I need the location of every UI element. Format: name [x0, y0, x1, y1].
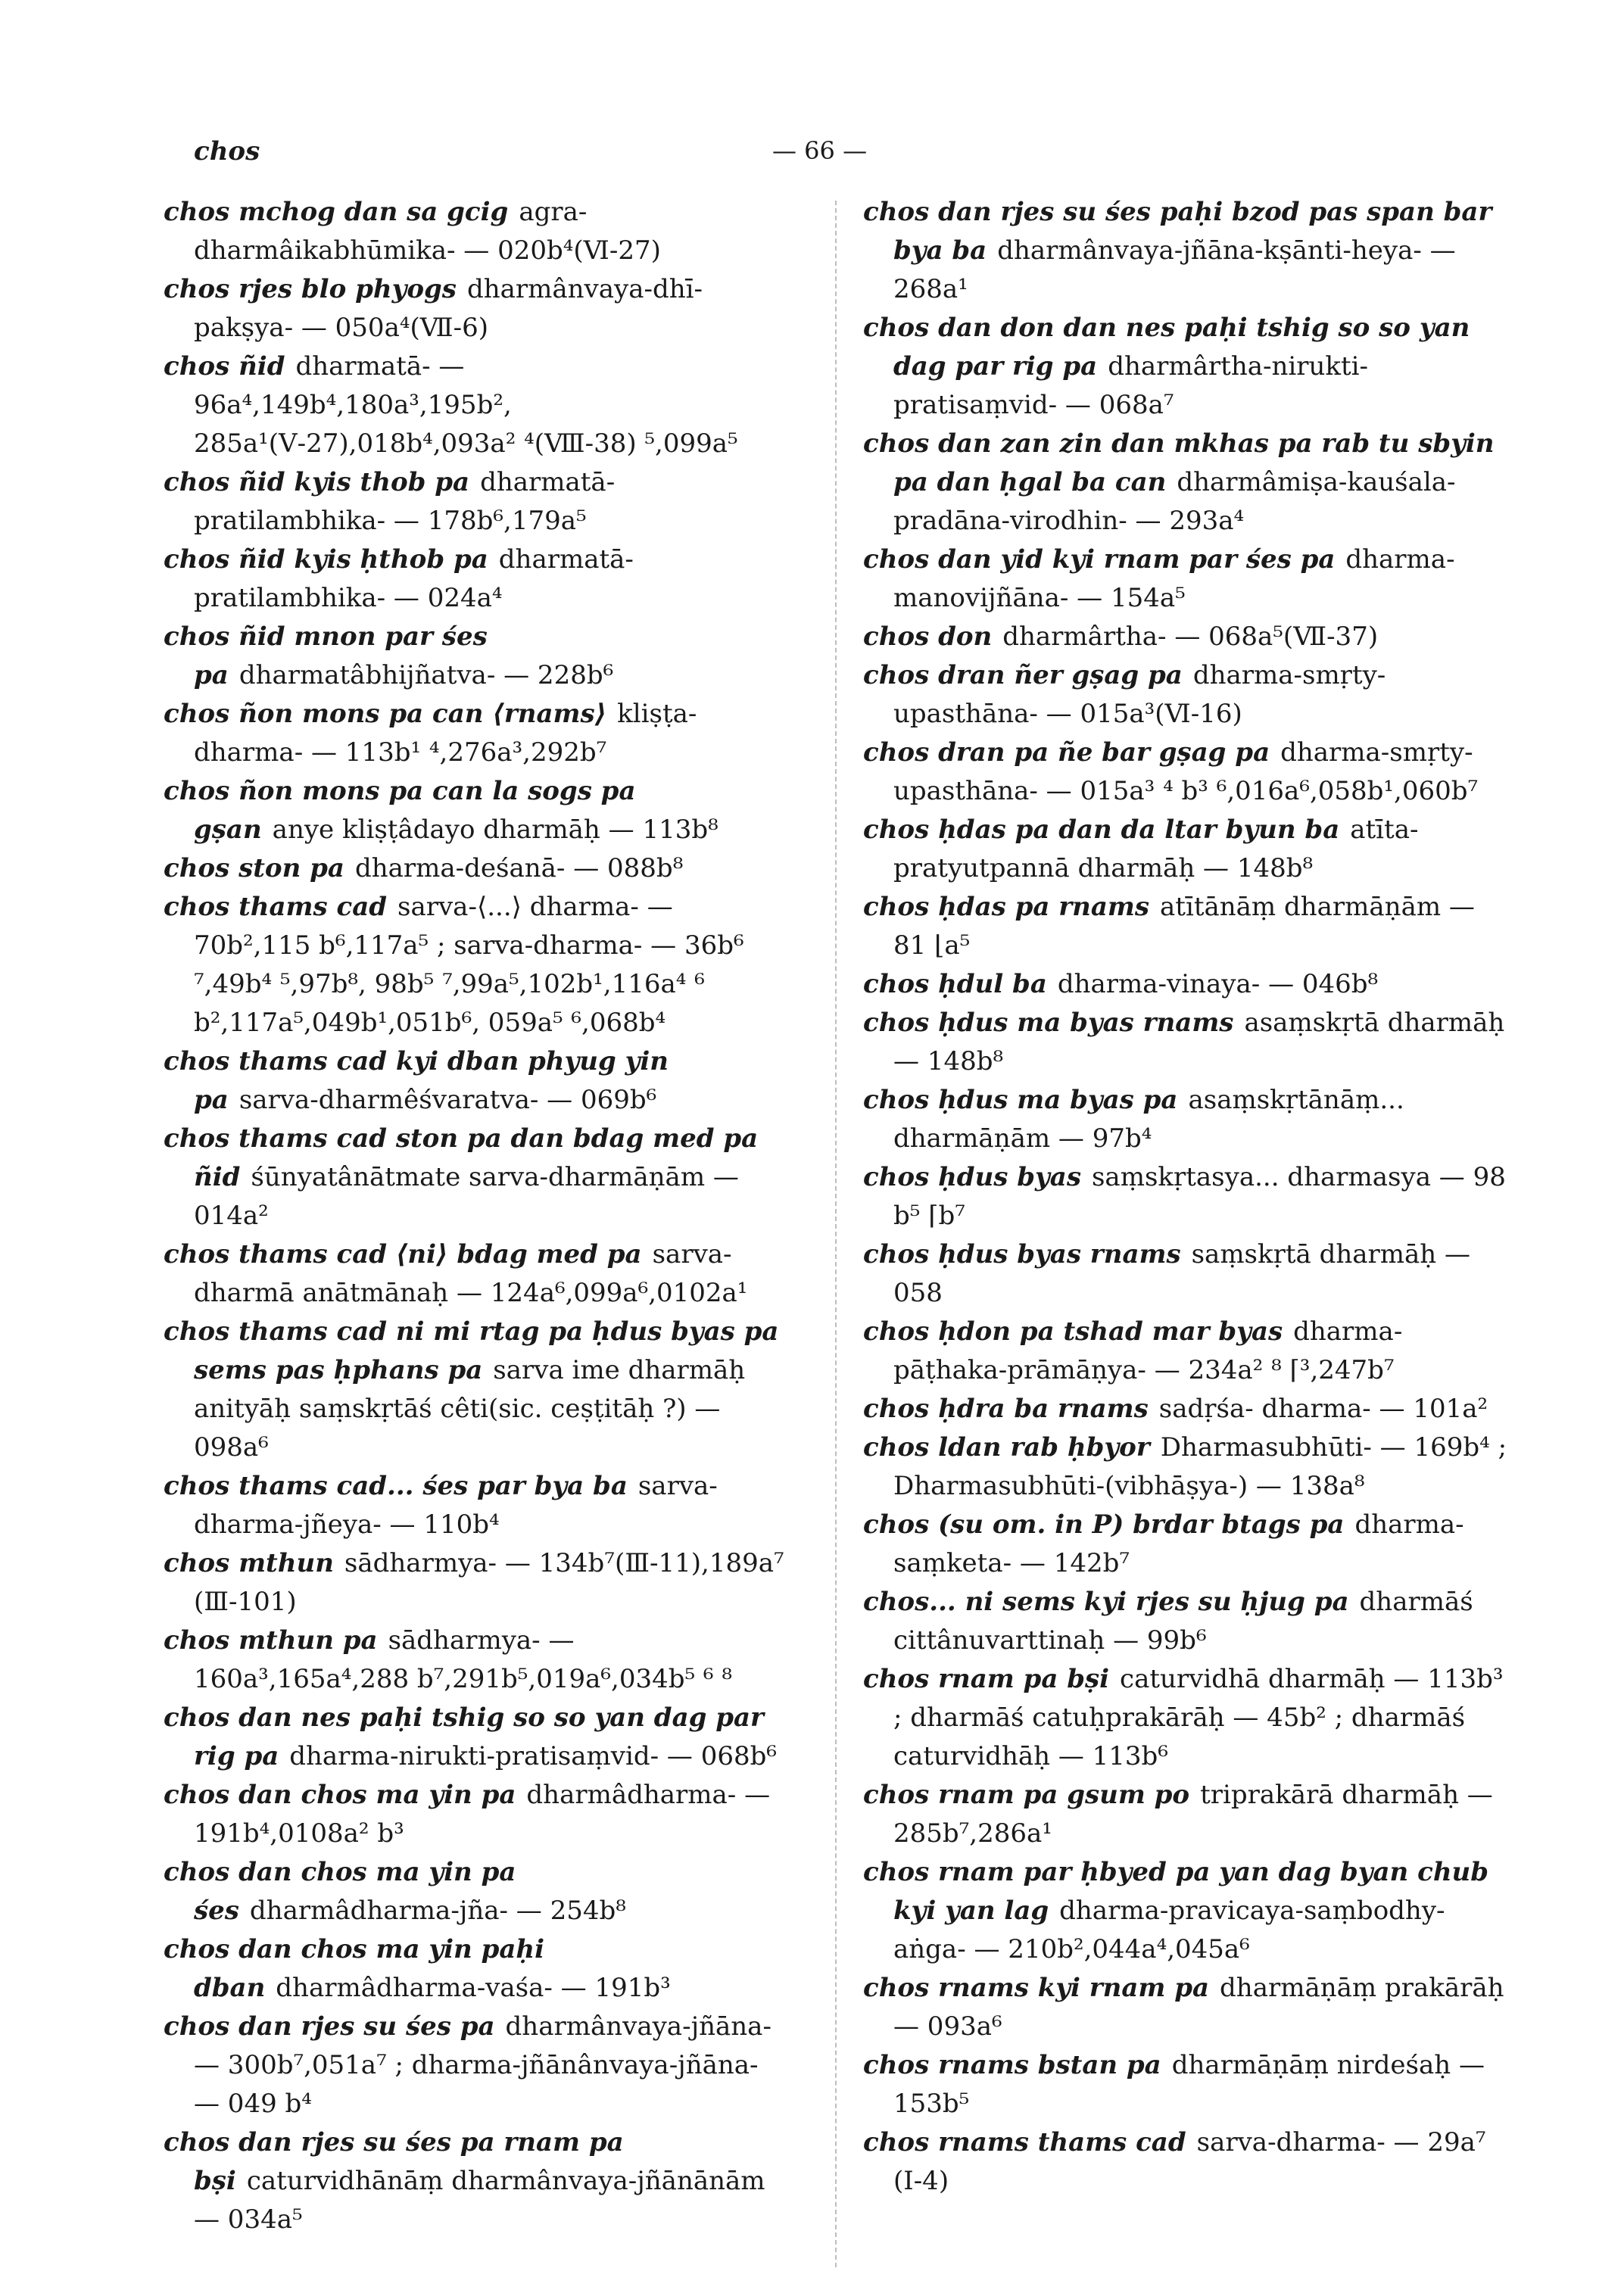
tibetan-headword: chos ñid [164, 351, 285, 382]
dictionary-entry [164, 2008, 784, 2123]
dictionary-entry [164, 347, 784, 463]
sanskrit-equivalent: śūnyatânātmate sarva-dharmāṇām — 014a² [194, 1162, 739, 1231]
dictionary-entry [164, 1313, 784, 1467]
dictionary-entry [164, 1467, 784, 1544]
page-number: — 66 — [772, 136, 868, 165]
sanskrit-equivalent: saṃskṛtasya... dharmasya — 98 b⁵ ⌈b⁷ [893, 1162, 1506, 1231]
dictionary-entry [863, 1583, 1514, 1660]
dictionary-entry [863, 1313, 1514, 1390]
tibetan-headword: chos thams cad ⟨ni⟩ bdag med pa [164, 1239, 642, 1270]
dictionary-entry [863, 1235, 1514, 1313]
sanskrit-equivalent: dharmâdharma- — 191b⁴,0108a² b³ [194, 1780, 771, 1849]
tibetan-headword: chos ḥdas pa dan da ltar byun ba [863, 815, 1340, 845]
tibetan-headword: chos dan yid kyi rnam par śes pa [863, 544, 1336, 575]
dictionary-entry [164, 1622, 784, 1699]
sanskrit-equivalent: dharmânvaya-jñāna- — 300b⁷,051a⁷ ; dharma-jñānânvaya-jñāna- — 049 b⁴ [194, 2011, 771, 2119]
tibetan-headword: chos ḥdus ma byas rnams [863, 1008, 1234, 1038]
dictionary-entry [863, 888, 1514, 965]
tibetan-headword: chos dan chos ma yin paḥi dban [164, 1934, 545, 2003]
dictionary-entry [164, 2123, 784, 2239]
sanskrit-equivalent: atītānāṃ dharmāṇām — 81 ⌊a⁵ [893, 892, 1475, 961]
sanskrit-equivalent: sarva-dharmā anātmānaḥ — 124a⁶,099a⁶,0102a¹ [194, 1239, 748, 1308]
tibetan-headword: chos dan chos ma yin pa [164, 1780, 516, 1810]
dictionary-entry [863, 2046, 1514, 2123]
dictionary-entry [164, 1042, 784, 1120]
dictionary-entry [863, 965, 1514, 1004]
column-divider [835, 201, 837, 2267]
sanskrit-equivalent: dharmâdharma-vaśa- — 191b³ [276, 1973, 671, 2003]
tibetan-headword: chos thams cad ston pa dan bdag med pa ñid [164, 1123, 759, 1192]
dictionary-entry [164, 1699, 784, 1776]
dictionary-entry [863, 193, 1514, 309]
sanskrit-equivalent: dharmânvaya-jñāna-kṣānti-heya- — 268a¹ [893, 235, 1456, 304]
tibetan-headword: chos rnam pa bṣi [863, 1664, 1110, 1694]
tibetan-headword: chos (su om. in P) brdar btags pa [863, 1509, 1345, 1540]
tibetan-headword: chos rjes blo phyogs [164, 274, 457, 304]
dictionary-entry [863, 1506, 1514, 1583]
dictionary-entry [164, 1853, 784, 1930]
tibetan-headword: chos ḥdus byas rnams [863, 1239, 1181, 1270]
tibetan-headword: chos rnam pa gsum po [863, 1780, 1190, 1810]
sanskrit-equivalent: dharmatā-pratilambhika- — 024a⁴ [194, 544, 634, 613]
right-column [863, 193, 1514, 2201]
sanskrit-equivalent: sādharmya- — 160a³,165a⁴,288 b⁷,291b⁵,019a⁶,034b⁵ ⁶ ⁸ [194, 1625, 732, 1694]
dictionary-entry [863, 425, 1514, 541]
sanskrit-equivalent: dharmāṇāṃ prakārāḥ — 093a⁶ [893, 1973, 1504, 2042]
sanskrit-equivalent: sādharmya- — 134b⁷(Ⅲ-11),189a⁷ (Ⅲ-101) [194, 1548, 784, 1617]
tibetan-headword: chos dan rjes su śes pa [164, 2011, 495, 2042]
tibetan-headword: chos ston pa [164, 853, 344, 883]
tibetan-headword: chos ḥdul ba [863, 969, 1047, 999]
dictionary-entry [863, 1776, 1514, 1853]
dictionary-entry [164, 618, 784, 695]
sanskrit-equivalent: dharmāṇāṃ nirdeśaḥ — 153b⁵ [893, 2050, 1485, 2119]
dictionary-entry [863, 811, 1514, 888]
tibetan-headword: chos ñon mons pa can ⟨rnams⟩ [164, 699, 607, 729]
tibetan-headword: chos dan rjes su śes paḥi bzod pas span bar bya ba [863, 197, 1492, 266]
dictionary-entry [863, 1853, 1514, 1969]
sanskrit-equivalent: kliṣṭa- dharma- — 113b¹ ⁴,276a³,292b⁷ [194, 699, 697, 768]
tibetan-headword: chos ḥdra ba rnams [863, 1394, 1149, 1424]
tibetan-headword: chos rnams kyi rnam pa [863, 1973, 1210, 2003]
sanskrit-equivalent: anye kliṣṭâdayo dharmāḥ — 113b⁸ [272, 815, 718, 845]
dictionary-entry [863, 1428, 1514, 1506]
tibetan-headword: chos ñid mnon par śes pa [164, 622, 488, 690]
tibetan-headword: chos ñid kyis ḥthob pa [164, 544, 488, 575]
sanskrit-equivalent: sarva-dharma- — 29a⁷ (Ⅰ-4) [893, 2127, 1486, 2196]
tibetan-headword: chos rnam par ḥbyed pa yan dag byan chub kyi yan lag [863, 1857, 1489, 1926]
dictionary-entry [863, 1004, 1514, 1081]
sanskrit-equivalent: sadṛśa- dharma- — 101a² [1158, 1394, 1488, 1424]
dictionary-entry [863, 618, 1514, 656]
tibetan-headword: chos thams cad ni mi rtag pa ḥdus byas pa sems pas ḥphans pa [164, 1316, 779, 1385]
sanskrit-equivalent: dharmāś cittânuvarttinaḥ — 99b⁶ [893, 1587, 1473, 1656]
sanskrit-equivalent: dharma-manovijñāna- — 154a⁵ [893, 544, 1455, 613]
dictionary-entry [863, 734, 1514, 811]
tibetan-headword: chos thams cad... śes par bya ba [164, 1471, 628, 1501]
dictionary-entry [164, 1235, 784, 1313]
dictionary-entry [164, 1776, 784, 1853]
running-head: chos [194, 136, 260, 167]
dictionary-entry [164, 888, 784, 1042]
tibetan-headword: chos ñid kyis thob pa [164, 467, 470, 497]
sanskrit-equivalent: dharma-smṛty-upasthāna- — 015a³(Ⅵ-16) [893, 660, 1386, 729]
sanskrit-equivalent: dharmâmiṣa-kauśala-pradāna-virodhin- — 293a⁴ [893, 467, 1456, 536]
sanskrit-equivalent: dharmânvaya-dhī-pakṣya- — 050a⁴(Ⅶ-6) [194, 274, 703, 343]
tibetan-headword: chos rnams bstan pa [863, 2050, 1161, 2080]
dictionary-entry [164, 1930, 784, 2008]
dictionary-entry [164, 541, 784, 618]
tibetan-headword: chos thams cad [164, 892, 387, 922]
sanskrit-equivalent: dharma-deśanā- — 088b⁸ [354, 853, 684, 883]
tibetan-headword: chos ḥdas pa rnams [863, 892, 1150, 922]
sanskrit-equivalent: asaṃskṛtānāṃ... dharmāṇām — 97b⁴ [893, 1085, 1404, 1154]
sanskrit-equivalent: dharma-pāṭhaka-prāmāṇya- — 234a² ⁸ ⌈³,247b⁷ [893, 1316, 1403, 1385]
tibetan-headword: chos mthun [164, 1548, 334, 1578]
sanskrit-equivalent: dharma-pravicaya-saṃbodhy-aṅga- — 210b²,044a⁴,045a⁶ [893, 1896, 1445, 1964]
tibetan-headword: chos dran ñer gṣag pa [863, 660, 1183, 690]
tibetan-headword: chos dan zan zin dan mkhas pa rab tu sbyin pa dan ḥgal ba can [863, 428, 1495, 497]
sanskrit-equivalent: dharmârtha-nirukti-pratisaṃvid- — 068a⁷ [893, 351, 1369, 420]
sanskrit-equivalent: dharmatâbhijñatva- — 228b⁶ [238, 660, 614, 690]
left-column [164, 193, 784, 2239]
dictionary-entry [164, 1120, 784, 1235]
sanskrit-equivalent: dharma-smṛty-upasthāna- — 015a³ ⁴ b³ ⁶,016a⁶,058b¹,060b⁷ [893, 737, 1479, 806]
sanskrit-equivalent: asaṃskṛtā dharmāḥ — 148b⁸ [893, 1008, 1505, 1076]
sanskrit-equivalent: dharma-nirukti-pratisaṃvid- — 068b⁶ [289, 1741, 778, 1771]
dictionary-entry [164, 695, 784, 772]
dictionary-entry [164, 193, 784, 270]
dictionary-entry [164, 849, 784, 888]
dictionary-entry [164, 463, 784, 541]
tibetan-headword: chos ḥdus ma byas pa [863, 1085, 1178, 1115]
tibetan-headword: chos thams cad kyi dban phyug yin pa [164, 1046, 669, 1115]
tibetan-headword: chos ḥdus byas [863, 1162, 1081, 1192]
sanskrit-equivalent: caturvidhā dharmāḥ — 113b³ ; dharmāś catuḥprakārāḥ — 45b² ; dharmāś caturvidhāḥ — 113b⁶ [893, 1664, 1504, 1771]
dictionary-entry [863, 2123, 1514, 2201]
dictionary-entry [863, 1158, 1514, 1235]
sanskrit-equivalent: sarva-⟨...⟩ dharma- — 70b²,115 b⁶,117a⁵ ; sarva-dharma- — 36b⁶ ⁷,49b⁴ ⁵,97b⁸, 98b⁵ ⁷,99a⁵,102b¹,116a⁴ ⁶ b²,117a⁵,049b¹,051b⁶, 059a⁵ ⁶,068b⁴ [194, 892, 744, 1038]
sanskrit-equivalent: dharma-vinaya- — 046b⁸ [1057, 969, 1379, 999]
dictionary-entry [863, 656, 1514, 734]
tibetan-headword: chos dan nes paḥi tshig so so yan dag par rig pa [164, 1703, 764, 1771]
tibetan-headword: chos rnams thams cad [863, 2127, 1186, 2157]
sanskrit-equivalent: dharma-saṃketa- — 142b⁷ [893, 1509, 1464, 1578]
dictionary-entry [863, 1660, 1514, 1776]
dictionary-entry [164, 1544, 784, 1622]
tibetan-headword: chos don [863, 622, 993, 652]
sanskrit-equivalent: caturvidhānāṃ dharmânvaya-jñānānām — 034a⁵ [194, 2166, 765, 2235]
sanskrit-equivalent: triprakārā dharmāḥ — 285b⁷,286a¹ [893, 1780, 1493, 1849]
sanskrit-equivalent: dharmâdharma-jña- — 254b⁸ [249, 1896, 626, 1926]
sanskrit-equivalent: dharmatā- — 96a⁴,149b⁴,180a³,195b², 285a¹(Ⅴ-27),018b⁴,093a² ⁴(Ⅷ-38) ⁵,099a⁵ [194, 351, 738, 459]
dictionary-entry [164, 772, 784, 849]
tibetan-headword: chos ldan rab ḥbyor [863, 1432, 1150, 1463]
sanskrit-equivalent: saṃskṛtā dharmāḥ — 058 [893, 1239, 1470, 1308]
sanskrit-equivalent: agra-dharmâikabhūmika- — 020b⁴(Ⅵ-27) [194, 197, 661, 266]
tibetan-headword: chos dan rjes su śes pa rnam pa bṣi [164, 2127, 624, 2196]
sanskrit-equivalent: atīta-pratyutpannā dharmāḥ — 148b⁸ [893, 815, 1419, 883]
sanskrit-equivalent: dharmârtha- — 068a⁵(Ⅶ-37) [1002, 622, 1379, 652]
sanskrit-equivalent: dharmatā-pratilambhika- — 178b⁶,179a⁵ [194, 467, 616, 536]
tibetan-headword: chos ñon mons pa can la sogs pa gṣan [164, 776, 636, 845]
tibetan-headword: chos dran pa ñe bar gṣag pa [863, 737, 1270, 768]
dictionary-entry [164, 270, 784, 347]
tibetan-headword: chos... ni sems kyi rjes su ḥjug pa [863, 1587, 1349, 1617]
dictionary-entry [863, 1969, 1514, 2046]
sanskrit-equivalent: Dharmasubhūti- — 169b⁴ ; Dharmasubhūti-(vibhāṣya-) — 138a⁸ [893, 1432, 1507, 1501]
dictionary-entry [863, 541, 1514, 618]
sanskrit-equivalent: sarva-dharmêśvaratva- — 069b⁶ [238, 1085, 657, 1115]
tibetan-headword: chos ḥdon pa tshad mar byas [863, 1316, 1283, 1347]
dictionary-entry [863, 1081, 1514, 1158]
sanskrit-equivalent: sarva-dharma-jñeya- — 110b⁴ [194, 1471, 718, 1540]
tibetan-headword: chos dan don dan nes paḥi tshig so so yan dag par rig pa [863, 313, 1470, 382]
tibetan-headword: chos mthun pa [164, 1625, 378, 1656]
sanskrit-equivalent: sarva ime dharmāḥ anityāḥ saṃskṛtāś cêti(sic. ceṣṭitāḥ ?) — 098a⁶ [194, 1355, 746, 1463]
tibetan-headword: chos mchog dan sa gcig [164, 197, 509, 227]
dictionary-entry [863, 309, 1514, 425]
tibetan-headword: chos dan chos ma yin pa śes [164, 1857, 516, 1926]
dictionary-entry [863, 1390, 1514, 1428]
